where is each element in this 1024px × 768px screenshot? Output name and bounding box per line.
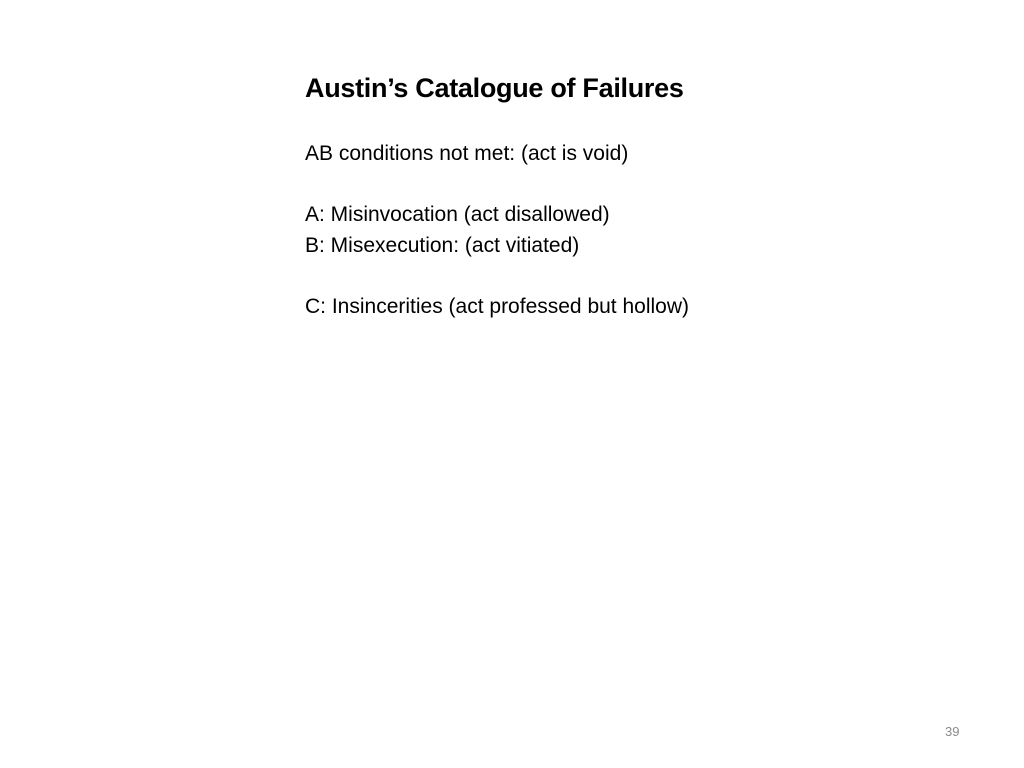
line-misinvocation: A: Misinvocation (act disallowed) <box>305 203 610 226</box>
slide-content <box>305 70 985 322</box>
page-number: 39 <box>945 724 960 739</box>
slide-body <box>305 139 985 322</box>
line-misexecution: B: Misexecution: (act vitiated) <box>305 233 580 257</box>
line-ab-conditions: AB conditions not met: (act is void) <box>305 142 629 165</box>
blank-line <box>305 170 985 201</box>
blank-line <box>305 261 985 292</box>
slide-title: Austin’s Catalogue of Failures <box>305 73 684 103</box>
line-insincerities: C: Insincerities (act professed but hollow) <box>305 294 689 318</box>
